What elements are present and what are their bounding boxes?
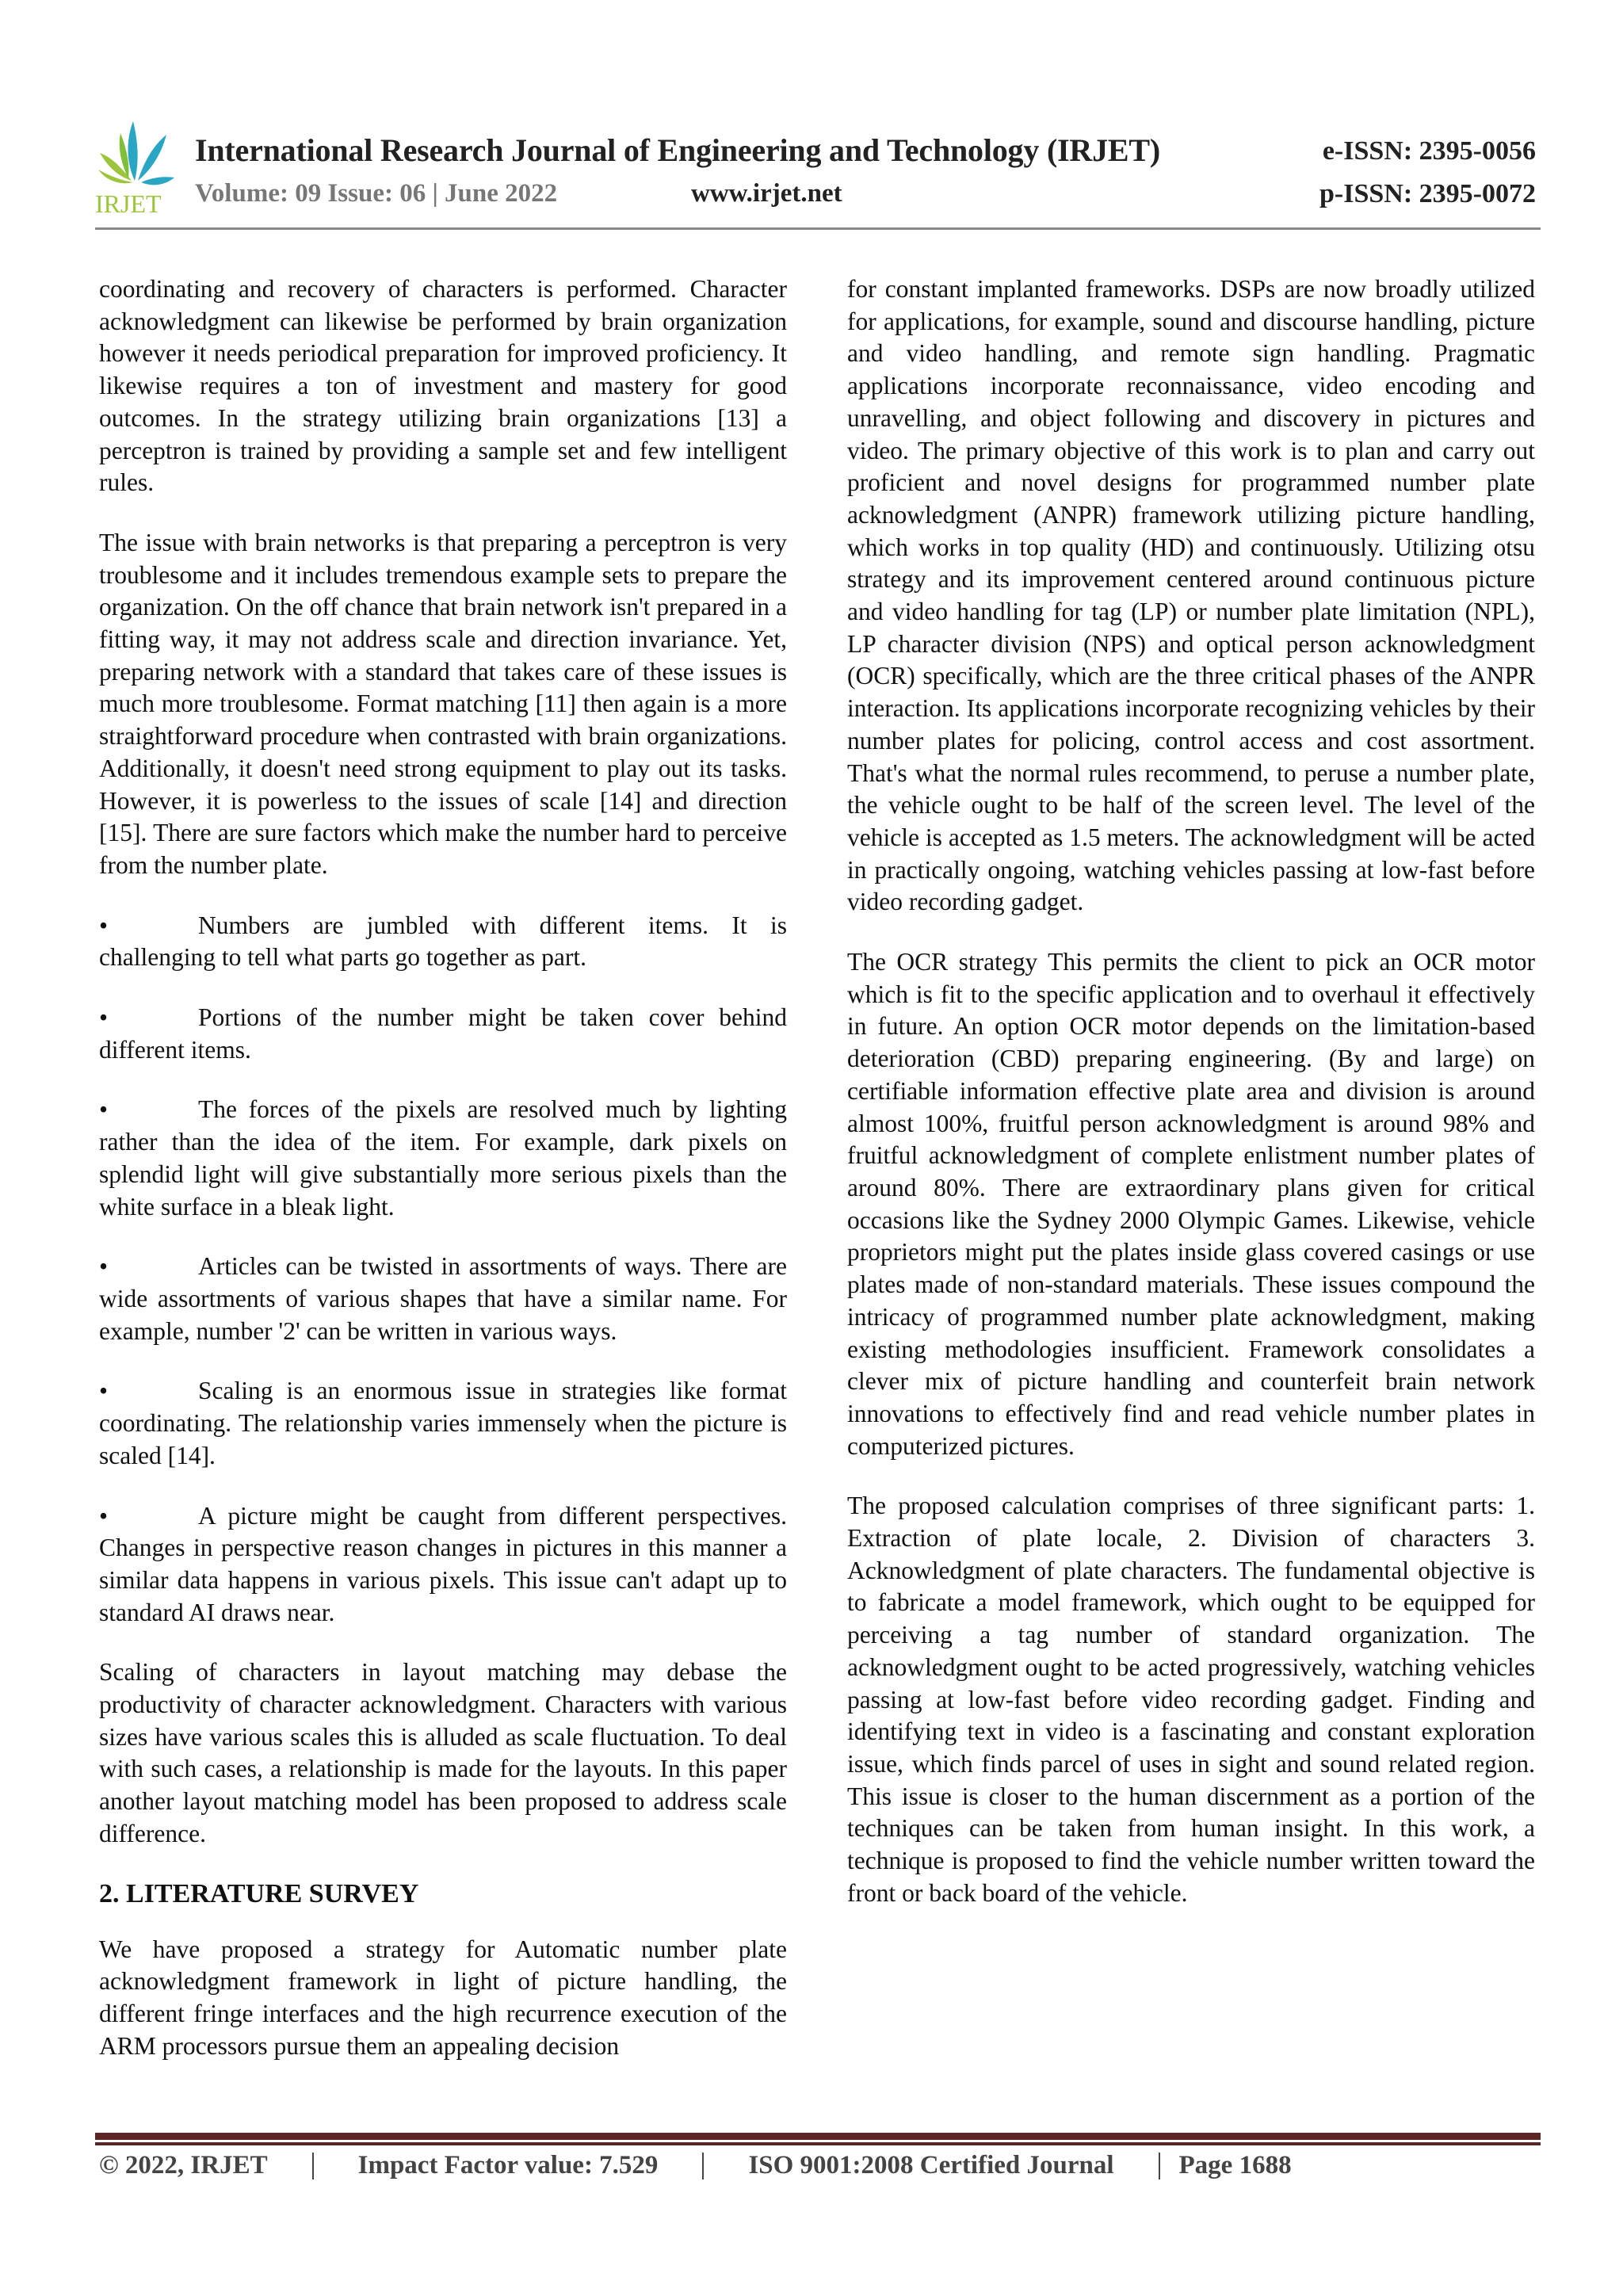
footer-separator (702, 2153, 704, 2179)
footer-page-number: Page 1688 (1178, 2151, 1292, 2179)
footer-divider-thin (95, 2142, 1541, 2145)
p-issn: p-ISSN: 2395-0072 (1319, 179, 1536, 208)
footer-copyright: © 2022, IRJET (99, 2151, 268, 2179)
bullet-item: • Numbers are jumbled with different items. It is challenging to tell what parts go together as part. (99, 911, 787, 972)
left-column (99, 273, 787, 2090)
bullet-item: • A picture might be caught from different perspectives. Changes in perspective reason changes in pictures in this manner a similar data happens in various pixels. This issue can't adapt up to standard AI draws near. (99, 1501, 787, 1626)
bullet-item: • Articles can be twisted in assortments of ways. There are wide assortments of various shapes that have a similar name. For example, number '2' can be written in various ways. (99, 1252, 787, 1345)
bullet-icon: • (99, 1095, 109, 1124)
bullet-icon: • (99, 1003, 109, 1032)
bullet-item: • Portions of the number might be taken cover behind different items. (99, 1003, 787, 1064)
paragraph: The issue with brain networks is that preparing a perceptron is very troublesome and it includes tremendous example sets to prepare the organization. On the off chance that brain network isn't prepared in a fitting way, it may not address scale and direction invariance. Yet, preparing network with a standard that takes care of these issues is much more troublesome. Format matching [11] then again is a more straightforward procedure when contrasted with brain organizations. Additionally, it doesn't need strong equipment to play out its tasks. However, it is powerless to the issues of scale [14] and direction [15]. There are sure factors which make the number hard to perceive from the number plate. (99, 528, 787, 879)
footer-divider (95, 2133, 1541, 2140)
paragraph: Scaling of characters in layout matching may debase the productivity of character acknowledgment. Characters with various sizes have various scales this is alluded as scale fluctuation. To deal with such cases, a relationship is made for the layouts. In this paper another layout matching model has been proposed to address scale difference. (99, 1658, 787, 1847)
section-heading: 2. LITERATURE SURVEY (99, 1878, 419, 1908)
footer-separator (1159, 2153, 1160, 2179)
footer-certification: ISO 9001:2008 Certified Journal (748, 2151, 1114, 2179)
paragraph: We have proposed a strategy for Automatic number plate acknowledgment framework in light of picture handling, the different fringe interfaces and the high recurrence execution of the ARM processors pursue them an appealing decision (99, 1935, 787, 2060)
paragraph: coordinating and recovery of characters is performed. Character acknowledgment can likewise be performed by brain organization however it needs periodical preparation for improved proficiency. It likewise requires a ton of investment and mastery for good outcomes. In the strategy utilizing brain organizations [13] a perceptron is trained by providing a sample set and few intelligent rules. (99, 275, 787, 497)
paragraph: The OCR strategy This permits the client to pick an OCR motor which is fit to the specific application and to overhaul it effectively in future. An option OCR motor depends on the limitation-based deterioration (CBD) preparing engineering. (By and large) on certifiable information effective plate area and division is around almost 100%, fruitful person acknowledgment is around 98% and fruitful acknowledgment of complete enlistment number plates of around 80%. There are extraordinary plans given for critical occasions like the Sydney 2000 Olympic Games. Likewise, vehicle proprietors might put the plates inside glass covered casings or use plates made of non-standard materials. These issues compound the intricacy of programmed number plate acknowledgment, making existing methodologies insufficient. Framework consolidates a clever mix of picture handling and counterfeit brain network innovations to effectively find and read vehicle number plates in computerized pictures. (847, 948, 1535, 1460)
irjet-logo (94, 117, 181, 216)
right-column (847, 273, 1535, 1937)
website-link[interactable]: www.irjet.net (691, 179, 842, 208)
header-divider (95, 227, 1541, 230)
bullet-item: • Scaling is an enormous issue in strategies like format coordinating. The relationship varies immensely when the picture is scaled [14]. (99, 1377, 787, 1469)
volume-issue: Volume: 09 Issue: 06 | June 2022 (195, 179, 558, 208)
bullet-item: • The forces of the pixels are resolved much by lighting rather than the idea of the item. For example, dark pixels on splendid light will give substantially more serious pixels than the white surface in a bleak light. (99, 1095, 787, 1221)
bullet-icon: • (99, 1377, 109, 1405)
footer-impact-factor: Impact Factor value: 7.529 (357, 2151, 659, 2179)
paragraph: for constant implanted frameworks. DSPs are now broadly utilized for applications, for example, sound and discourse handling, picture and video handling, and remote sign handling. Pragmatic applications incorporate reconnaissance, video encoding and unravelling, and object following and discovery in pictures and video. The primary objective of this work is to plan and carry out proficient and novel designs for programmed number plate acknowledgment (ANPR) framework utilizing picture handling, which works in top quality (HD) and continuously. Utilizing otsu strategy and its improvement centered around continuous picture and video handling for tag (LP) or number plate limitation (NPL), LP character division (NPS) and optical person acknowledgment (OCR) specifically, which are the three critical phases of the ANPR interaction. Its applications incorporate recognizing vehicles by their number plates for policing, control access and cost assortment. That's what the normal rules recommend, to peruse a number plate, the vehicle ought to be half of the screen level. The level of the vehicle is accepted as 1.5 meters. The acknowledgment will be acted in practically ongoing, watching vehicles passing at low-fast before video recording gadget. (847, 275, 1535, 916)
svg-text:IRJET: IRJET (95, 189, 162, 216)
bullet-icon: • (99, 911, 109, 939)
footer (99, 2151, 1292, 2180)
bullet-icon: • (99, 1252, 109, 1281)
journal-title: International Research Journal of Engineering and Technology (IRJET) (195, 132, 1161, 168)
bullet-icon: • (99, 1501, 109, 1530)
e-issn: e-ISSN: 2395-0056 (1322, 136, 1536, 166)
footer-separator (312, 2153, 314, 2179)
paragraph: The proposed calculation comprises of three significant parts: 1. Extraction of plate locale, 2. Division of characters 3. Acknowledgment of plate characters. The fundamental objective is to fabricate a model framework, which ought to be equipped for perceiving a tag number of standard organization. The acknowledgment ought to be acted progressively, watching vehicles passing at low-fast before video recording gadget. Finding and identifying text in video is a fascinating and constant exploration issue, which finds parcel of uses in sight and sound related region. This issue is closer to the human discernment as a portion of the techniques can be taken from human insight. In this work, a technique is proposed to find the vehicle number written toward the front or back board of the vehicle. (847, 1492, 1535, 1907)
logo-leaves-icon (94, 117, 181, 216)
